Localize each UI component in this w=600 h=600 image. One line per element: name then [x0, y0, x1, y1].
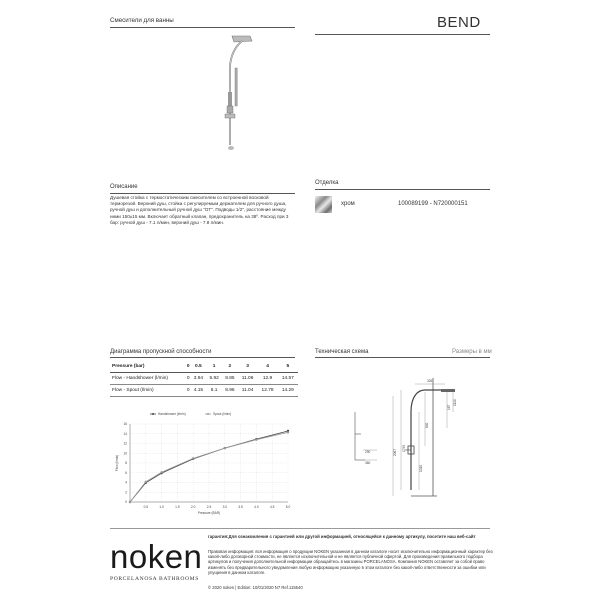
data-point — [224, 447, 226, 449]
table-cell: 6.1 — [210, 388, 218, 393]
data-point — [145, 481, 147, 483]
table-cell: 8.96 — [225, 388, 235, 393]
y-tick-label: 2 — [125, 490, 127, 495]
y-axis-label: Flow (l/min) — [115, 454, 119, 472]
table-cell: 0 — [186, 388, 190, 393]
pressure-cell: 0.5 — [195, 364, 202, 369]
data-point — [255, 438, 257, 440]
table-cell: 12.9 — [262, 376, 273, 381]
data-point — [192, 457, 194, 459]
brand-subtitle: PORCELANOSA BATHROOMS — [110, 576, 199, 582]
pressure-cell: 3 — [246, 364, 249, 369]
table-cell: 12.78 — [261, 388, 274, 393]
chrome-swatch — [315, 196, 332, 213]
dim-label: 1010 — [419, 464, 423, 472]
footer-divider — [110, 528, 490, 529]
data-point — [129, 501, 131, 503]
x-tick-label: 1.0 — [159, 505, 164, 509]
legend-label: Spout (l/min) — [213, 412, 232, 417]
brand-logo: noken — [110, 538, 203, 575]
units-note: Размеры в мм — [452, 349, 492, 355]
dim-label: 1795 — [402, 444, 406, 452]
y-tick-label: 12 — [123, 441, 127, 446]
legend-label: Handshower (l/min) — [158, 412, 186, 417]
pressure-cell: 4 — [266, 364, 269, 369]
header-divider-left — [110, 27, 295, 28]
table-row — [110, 385, 298, 397]
flow-title: Диаграмма пропускной способности — [110, 349, 212, 355]
table-cell: 0 — [186, 376, 190, 381]
legend-marker — [152, 413, 154, 415]
finish-name: хром — [341, 201, 355, 207]
finish-title: Отделка — [315, 180, 339, 186]
finish-code: 100089199 - N720000151 — [398, 201, 468, 207]
guarantee-text: гарантия:Для ознакомления с гарантией или другой информацией, относящейся к данному артикулу, посетите наш веб-сайт — [208, 534, 476, 539]
y-tick-label: 16 — [123, 422, 127, 426]
x-tick-label: 1.5 — [175, 505, 180, 509]
product-image — [200, 32, 260, 154]
table-row — [110, 373, 298, 385]
table-cell: 8.85 — [225, 376, 235, 381]
dim-label: 360 — [365, 461, 371, 465]
technical-title: Техническая схема — [315, 349, 369, 355]
table-cell: 11.06 — [241, 376, 254, 381]
dim-label: 2067 — [393, 448, 397, 456]
dim-label: 1110 — [453, 399, 457, 406]
table-cell: 14.29 — [281, 388, 294, 393]
x-tick-label: 2.0 — [190, 505, 196, 509]
header-divider-right — [315, 34, 490, 35]
description-title: Описание — [110, 184, 138, 190]
data-point — [160, 471, 162, 473]
description-divider — [110, 193, 295, 194]
pressure-header: Pressure (bar) — [112, 364, 145, 369]
y-tick-label: 8 — [125, 461, 127, 465]
y-tick-label: 6 — [125, 470, 127, 475]
y-tick-label: 10 — [123, 451, 127, 456]
y-tick-label: 0 — [125, 500, 127, 504]
flow-table — [110, 361, 298, 397]
flow-divider — [110, 357, 295, 358]
x-tick-label: 2.5 — [206, 505, 212, 509]
pressure-cell: 0 — [186, 364, 190, 369]
category-title: Смесители для ванны — [110, 17, 174, 24]
row-label: Flow - Handshower (l/min) — [112, 376, 168, 381]
row-label: Flow - Spout (l/min) — [112, 388, 154, 393]
table-cell: 5.92 — [209, 376, 219, 381]
flow-chart — [110, 408, 295, 518]
x-tick-label: 0.5 — [143, 505, 149, 509]
dim-label: 640 — [425, 422, 429, 428]
model-name: BEND — [437, 14, 481, 31]
table-cell: 4.15 — [193, 388, 204, 393]
technical-divider — [315, 357, 490, 358]
flow-table-header-row — [110, 361, 298, 373]
y-tick-label: 4 — [125, 480, 127, 485]
dim-label: 290 — [365, 450, 371, 454]
legend-marker — [207, 413, 209, 415]
x-tick-label: 4.5 — [269, 505, 275, 509]
x-tick-label: 3.0 — [222, 505, 228, 509]
pressure-cell: 2 — [228, 364, 232, 369]
dim-label: 167 — [447, 404, 451, 410]
table-cell: 14.57 — [281, 376, 294, 381]
legal-text: Правовая информация: вся информация о продукции NOKEN указанная в данном каталоге носит исключительно информационный характер без какой-либо договорной стоимости, не является исключительной и не является публичной офертой. Для произведения правильного подбора артикулов и получения дополнительной информации обращайтесь в магазины PORCELANOSA. Компания NOKEN оставляет за собой право изменять без предварительного уведомления любую информацию указанную в этом каталоге без какой-либо ответственности за ошибки или упущения в данном каталоге. — [208, 549, 493, 575]
table-cell: 11.04 — [241, 388, 254, 393]
table-cell: 3.94 — [193, 376, 204, 381]
x-axis-label: Pressure (BAR) — [197, 511, 221, 515]
x-tick-label: 4.0 — [254, 505, 259, 509]
pressure-cell: 5 — [286, 364, 290, 369]
y-tick-label: 14 — [123, 431, 127, 436]
finish-divider — [315, 189, 490, 190]
data-point — [287, 431, 289, 433]
dim-label: 326 — [427, 379, 433, 383]
description-text: Душевая стойка с термостатическим смесителем со встроенной восковой терморезой. Верхний душ, стойка с регулируемым держателем для ручного душа, ручной душ и дополнительный ручной душ "ОТ". Подводы 1/2", расстояние между ними 150±15 мм. Включает обратный клапан, предохранитель на 38º. Расход при 3 бар: ручной душ - 7.1 л/мин, верхний душ - 7.8 л/мин. — [110, 195, 289, 225]
x-tick-label: 3.5 — [238, 505, 243, 509]
copyright-text: © 2020 noken | Edition: 10/01/2020 N7 Ref.115540 — [208, 585, 303, 590]
technical-drawing — [315, 372, 490, 502]
x-tick-label: 5.0 — [285, 505, 291, 509]
pressure-cell: 1 — [212, 364, 216, 369]
